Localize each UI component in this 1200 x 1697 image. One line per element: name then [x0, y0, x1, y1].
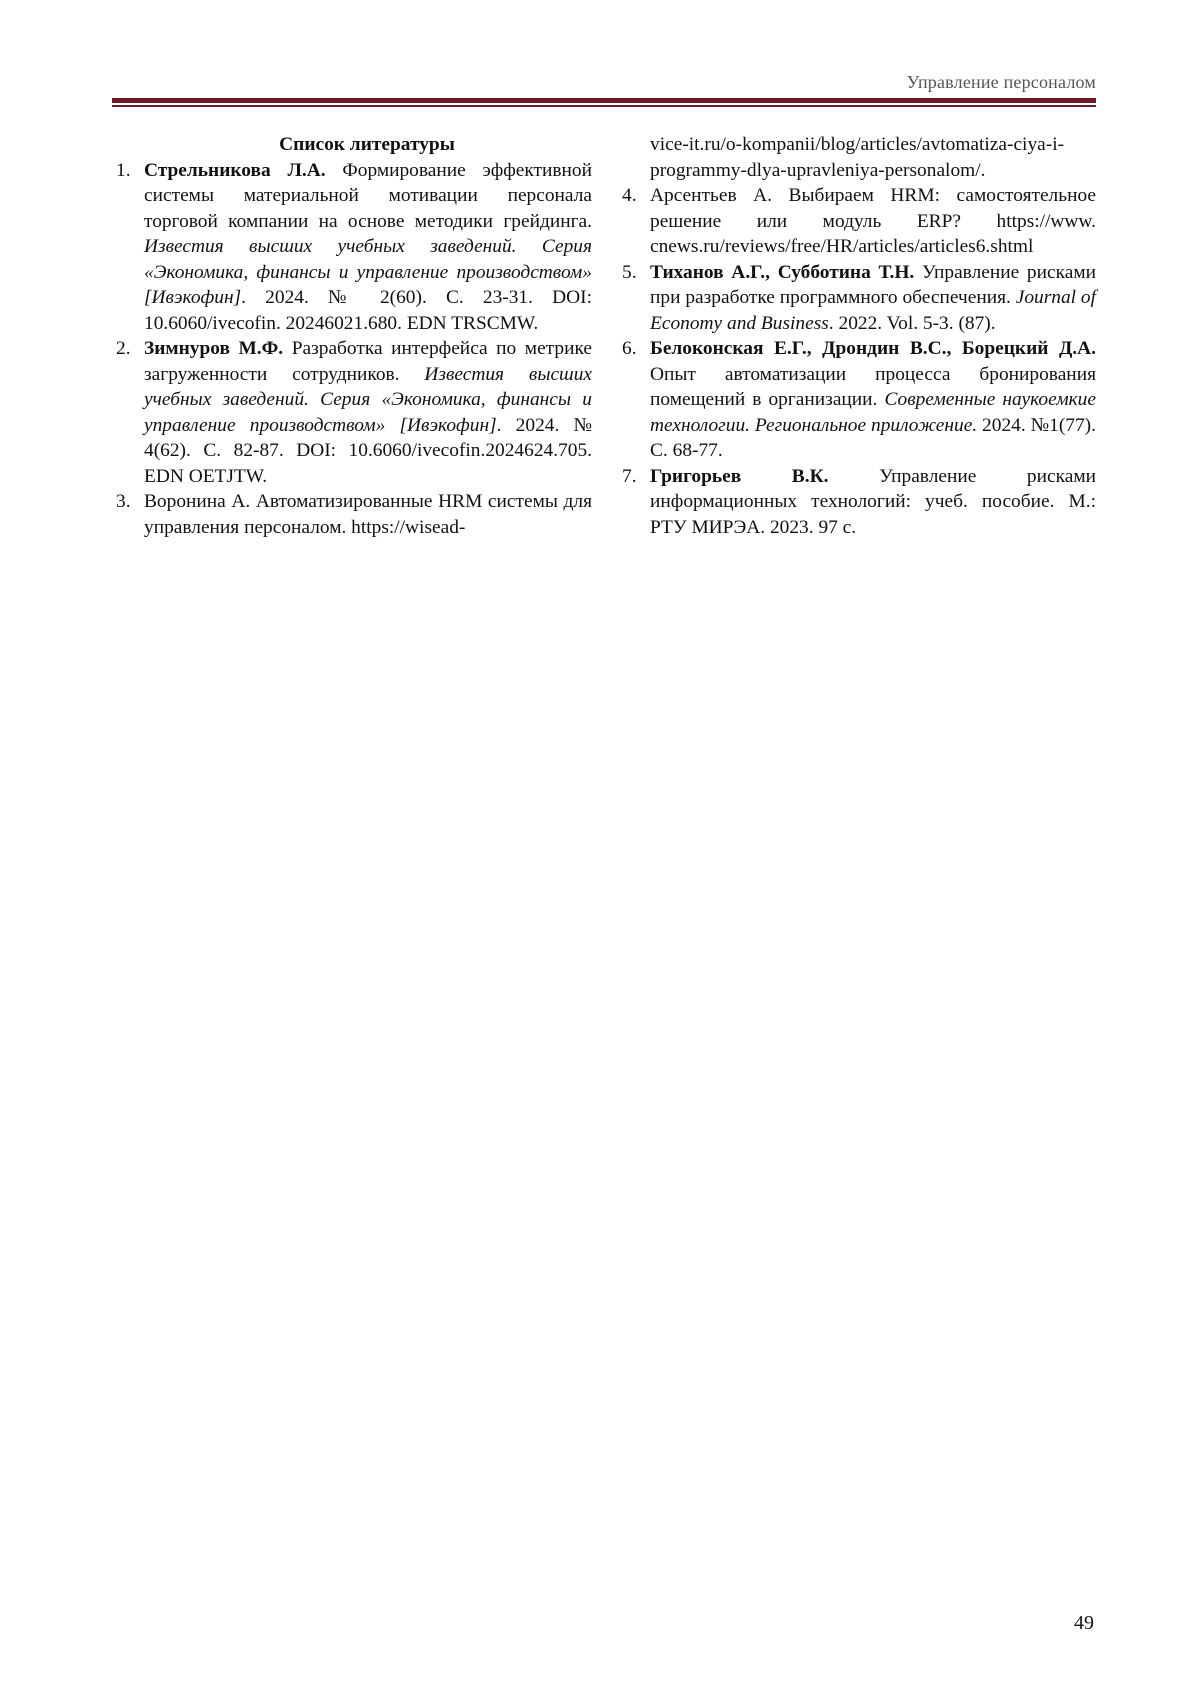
- reference-item: [112, 158, 592, 337]
- reference-text: Арсентьев А. Выбираем HRM: самостоятельное решение или модуль ERP? https://www. cnews.ru/reviews/free/HR/articles/articles6.shtml: [650, 185, 1096, 257]
- reference-continuation: vice-it.ru/o-kompanii/blog/articles/avtomatiza-ciya-i-programmy-dlya-upravleniya-personalom/.: [650, 134, 1065, 181]
- reference-number: 1.: [116, 159, 131, 181]
- running-head: Управление персоналом: [906, 72, 1096, 92]
- reference-text: Управление рисками при разработке программного обеспечения.: [650, 261, 1096, 308]
- reference-source: Современные наукоемкие технологии. Региональное приложение.: [650, 389, 1096, 436]
- reference-source: Известия высших учебных заведений. Серия «Экономика, финансы и управление производством» [Ивэкофин]: [144, 236, 592, 308]
- reference-text: Разработка интерфейса по метрике загруженности сотрудников.: [144, 338, 593, 385]
- page-number: 49: [1074, 1612, 1094, 1634]
- reference-source: Известия высших учебных заведений. Серия «Экономика, финансы и управление производством» [Ивэкофин]: [144, 363, 592, 436]
- reference-text: Формирование эффективной системы материальной мотивации персонала торговой компании на основе методики грейдинга.: [144, 159, 592, 232]
- reference-item: [112, 336, 592, 489]
- reference-authors: Стрельникова Л.А.: [144, 159, 326, 181]
- reference-number: 5.: [622, 261, 637, 283]
- reference-authors: Григорьев В.К.: [650, 465, 829, 487]
- header-rule-thick: [112, 98, 1096, 103]
- left-column: [112, 132, 592, 540]
- references-title: Список литературы: [279, 134, 455, 155]
- reference-text: Опыт автоматизации процесса бронирования помещений в организации.: [650, 363, 1096, 410]
- reference-details: . 2024. № 4(62). С. 82-87. DOI: 10.6060/ivecofin.2024624.705. EDN OETJTW.: [144, 414, 592, 487]
- reference-source: Journal of Economy and Business: [650, 287, 1096, 334]
- reference-item: [618, 336, 1096, 464]
- reference-details: 2024. №1(77). С. 68-77.: [650, 414, 1096, 461]
- reference-number: 2.: [116, 338, 131, 359]
- reference-item: [112, 489, 592, 540]
- right-column: [618, 132, 1096, 540]
- reference-item: [618, 260, 1096, 337]
- reference-item: [618, 464, 1096, 541]
- reference-authors: Тиханов А.Г., Субботина Т.Н.: [650, 261, 915, 283]
- reference-number: 6.: [622, 338, 637, 359]
- header-rule-thin: [112, 105, 1096, 107]
- reference-authors: Зимнуров М.Ф.: [144, 338, 284, 359]
- reference-number: 3.: [116, 491, 131, 512]
- reference-text: Управление рисками информационных технологий: учеб. пособие. М.: РТУ МИРЭА. 2023. 97 с.: [650, 465, 1096, 538]
- reference-details: . 2024. № 2(60). С. 23-31. DOI: 10.6060/ivecofin. 20246021.680. EDN TRSCMW.: [144, 287, 592, 334]
- reference-details: . 2022. Vol. 5-3. (87).: [828, 312, 996, 334]
- reference-text: Воронина А. Автоматизированные HRM системы для управления персоналом. https://wisead-: [144, 491, 592, 538]
- reference-item: [618, 183, 1096, 260]
- reference-number: 4.: [622, 185, 637, 206]
- reference-number: 7.: [622, 465, 637, 487]
- reference-authors: Белоконская Е.Г., Дрондин В.С., Борецкий Д.А.: [650, 338, 1096, 359]
